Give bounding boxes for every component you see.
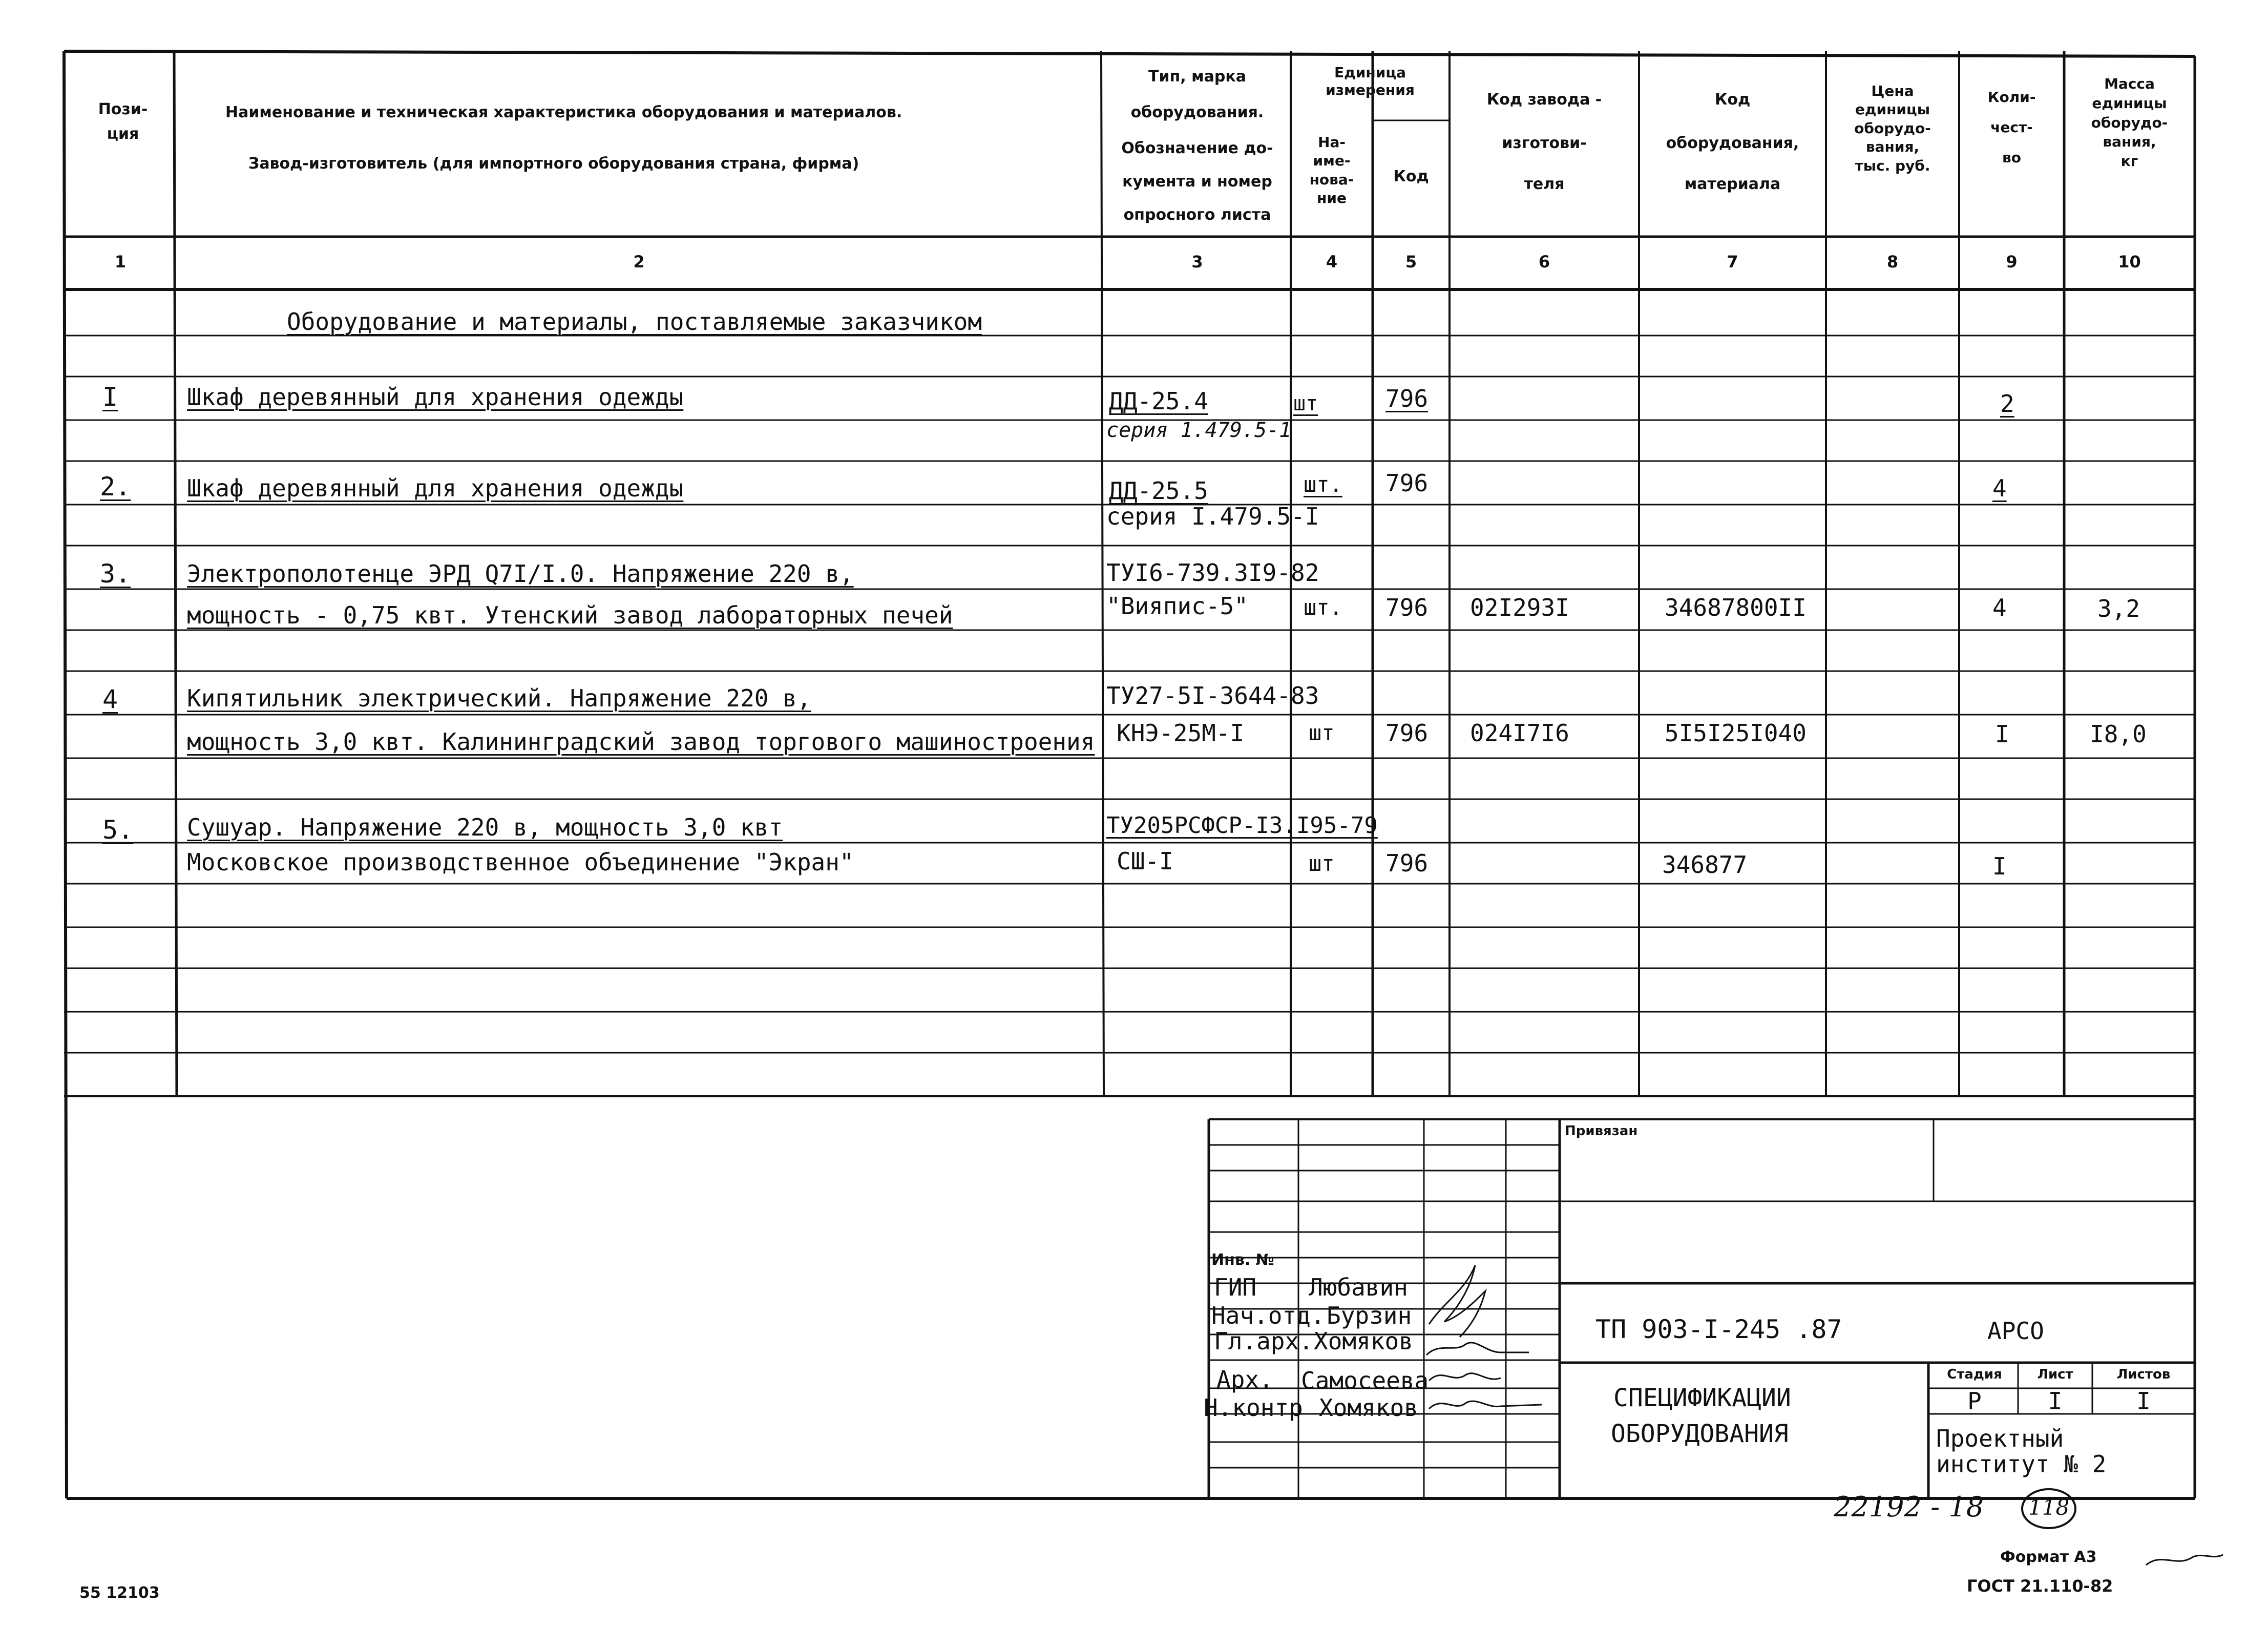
- type-cell: ТУ27-5I-3644-83: [1106, 682, 1319, 710]
- sheets-value: I: [2136, 1387, 2151, 1415]
- name-cell: Кипятильник электрический. Напряжение 220 в,: [187, 684, 811, 712]
- staff-role: ГИП: [1214, 1274, 1257, 1301]
- header-unit-group: Единица измерения: [1326, 64, 1415, 98]
- quantity-cell: I: [1992, 852, 2007, 880]
- position-cell: I: [102, 382, 118, 412]
- unit-code-cell: 796: [1385, 385, 1429, 412]
- sheets-label: Листов: [2116, 1367, 2171, 1382]
- header-type-line2: оборудования.: [1130, 103, 1264, 121]
- name-cell: Шкаф деревянный для хранения одежды: [187, 474, 684, 502]
- header-type-line3: Обозначение до-: [1121, 139, 1273, 157]
- column-number-1: 1: [114, 252, 127, 272]
- quantity-cell: 2: [2000, 390, 2014, 418]
- name-cell: Сушуар. Напряжение 220 в, мощность 3,0 квт: [187, 813, 783, 841]
- column-number-7: 7: [1727, 252, 1738, 272]
- series-cell: серия I.479.5-I: [1106, 503, 1319, 530]
- plant-code-cell: 024I7I6: [1470, 719, 1569, 747]
- type-cell: ДД-25.4: [1109, 387, 1208, 415]
- equipment-code-cell: 34687800II: [1665, 594, 1807, 621]
- archive-circled-number: 118: [2028, 1495, 2070, 1520]
- header-name-line2: Завод-изготовитель (для импортного оборудования страна, фирма): [248, 155, 859, 173]
- unit-code-cell: 796: [1385, 719, 1429, 747]
- unit-code-cell: 796: [1385, 594, 1429, 621]
- header-mass: Масса единицы оборудо- вания, кг: [2091, 75, 2168, 170]
- section-title: Оборудование и материалы, поставляемые заказчиком: [287, 308, 982, 336]
- type-cell-line2: КНЭ-25М-I: [1117, 719, 1245, 747]
- position-cell: 3.: [100, 559, 131, 589]
- header-quantity: Коли- чест- во: [1987, 89, 2036, 166]
- header-type-line5: опросного листа: [1123, 206, 1271, 224]
- plant-code-cell: 02I293I: [1470, 594, 1569, 621]
- type-cell: ТУ205РСФСР-I3.I95-79: [1106, 812, 1378, 839]
- organization-line1: Проектный: [1936, 1425, 2064, 1452]
- staff-name: Хомяков: [1319, 1394, 1418, 1422]
- document-title-line1: СПЕЦИФИКАЦИИ: [1613, 1384, 1791, 1412]
- equipment-code-cell: 346877: [1662, 851, 1748, 879]
- mass-cell: I8,0: [2090, 720, 2147, 748]
- gost-label: ГОСТ 21.110-82: [1967, 1576, 2113, 1596]
- name-cell-line2: мощность - 0,75 квт. Утенский завод лабораторных печей: [187, 601, 953, 629]
- name-cell-line2: мощность 3,0 квт. Калининградский завод торгового машиностроения: [187, 728, 1095, 756]
- staff-role: Н.контр: [1204, 1394, 1303, 1422]
- left-code: 55 12103: [79, 1584, 160, 1602]
- unit-cell: шт.: [1304, 472, 1342, 497]
- unit-cell: шт: [1309, 720, 1335, 745]
- position-cell: 4: [102, 684, 118, 714]
- unit-cell: шт: [1309, 851, 1335, 876]
- type-cell-line2: "Вияпис-5": [1106, 592, 1248, 620]
- staff-name: Хомяков: [1314, 1327, 1413, 1355]
- header-name-line1: Наименование и техническая характеристика оборудования и материалов.: [225, 103, 902, 121]
- header-position: Пози- ция: [98, 100, 148, 143]
- header-price: Цена единицы оборудо- вания, тыс. руб.: [1854, 82, 1931, 174]
- header-equip-line1: Код: [1714, 91, 1751, 109]
- staff-role: Нач.отд.: [1211, 1302, 1325, 1329]
- project-part: АРСО: [1987, 1317, 2044, 1345]
- archive-number: 22192 - 18: [1834, 1491, 1984, 1523]
- header-equip-line2: оборудования,: [1666, 134, 1799, 152]
- header-plant-line3: теля: [1524, 175, 1565, 193]
- column-number-5: 5: [1405, 252, 1417, 272]
- header-plant-line2: изготови-: [1502, 134, 1587, 152]
- staff-name: Самосеева: [1301, 1367, 1429, 1394]
- organization-line2: институт № 2: [1936, 1450, 2107, 1478]
- position-cell: 2.: [100, 472, 131, 502]
- column-number-9: 9: [2006, 252, 2018, 272]
- name-cell-line2: Московское производственное объединение "Экран": [187, 848, 854, 876]
- sheet-label: Лист: [2037, 1367, 2073, 1382]
- header-unit-name: На- име- нова- ние: [1309, 134, 1354, 207]
- staff-name: Бурзин: [1327, 1302, 1412, 1329]
- sheet-value: I: [2048, 1387, 2063, 1415]
- type-cell: ДД-25.5: [1109, 477, 1208, 505]
- equipment-code-cell: 5I5I25I040: [1665, 719, 1807, 747]
- mass-cell: 3,2: [2097, 595, 2140, 622]
- name-cell: Шкаф деревянный для хранения одежды: [187, 383, 684, 411]
- type-cell-line2: СШ-I: [1117, 847, 1173, 875]
- column-number-8: 8: [1886, 252, 1899, 272]
- quantity-cell: I: [1995, 720, 2009, 748]
- position-cell: 5.: [102, 815, 134, 845]
- column-number-10: 10: [2118, 252, 2141, 272]
- stage-value: Р: [1967, 1387, 1982, 1415]
- column-number-2: 2: [633, 252, 645, 272]
- unit-cell: шт: [1293, 392, 1318, 415]
- type-cell: ТУI6-739.3I9-82: [1106, 559, 1319, 587]
- unit-code-cell: 796: [1385, 469, 1429, 497]
- column-number-4: 4: [1326, 252, 1338, 272]
- series-cell: серия 1.479.5-1: [1106, 419, 1292, 442]
- format-label: Формат А3: [2000, 1548, 2097, 1566]
- staff-name: Любавин: [1309, 1274, 1408, 1301]
- unit-code-cell: 796: [1385, 849, 1429, 877]
- quantity-cell: 4: [1992, 594, 2007, 621]
- header-equip-line3: материала: [1684, 175, 1781, 193]
- unit-cell: шт.: [1304, 595, 1342, 620]
- header-type-line1: Тип, марка: [1148, 68, 1246, 86]
- header-type-line4: кумента и номер: [1122, 173, 1272, 191]
- inventory-label: Инв. №: [1211, 1251, 1274, 1269]
- staff-role: Гл.арх.: [1214, 1327, 1313, 1355]
- quantity-cell: 4: [1992, 474, 2007, 502]
- header-plant-line1: Код завода -: [1486, 91, 1602, 109]
- project-code: ТП 903-I-245 .87: [1595, 1315, 1842, 1344]
- bound-label: Привязан: [1565, 1123, 1638, 1139]
- document-title-line2: ОБОРУДОВАНИЯ: [1611, 1420, 1789, 1448]
- column-number-6: 6: [1538, 252, 1550, 272]
- staff-role: Арх.: [1216, 1366, 1273, 1393]
- name-cell: Электрополотенце ЭРД Q7I/I.0. Напряжение 220 в,: [187, 560, 854, 588]
- column-number-3: 3: [1191, 252, 1203, 272]
- header-unit-code: Код: [1393, 168, 1429, 185]
- stage-label: Стадия: [1947, 1367, 2002, 1382]
